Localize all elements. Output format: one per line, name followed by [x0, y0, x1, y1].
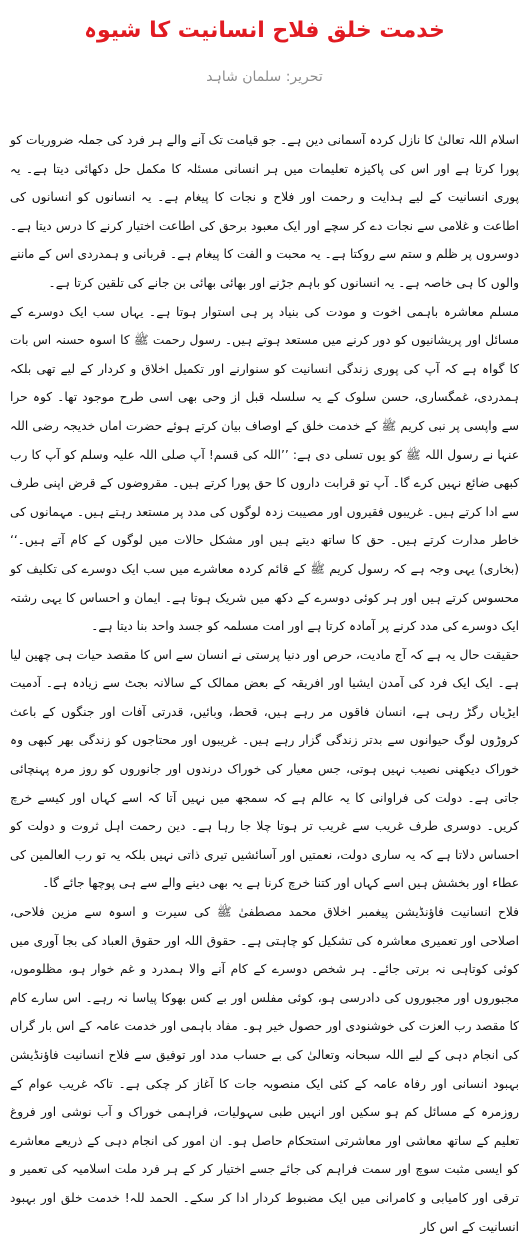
article-paragraph: فلاح انسانیت فاؤنڈیشن پیغمبر اخلاق محمد مصطفیٰ ﷺ کی سیرت و اسوہ سے مزین فلاحی، اصلاحی اور تعمیری معاشرہ کی تشکیل کو چاہتی ہے۔ حقوق اللہ اور حقوق العباد کی بجا آوری میں کوئی کوتاہی نہ برتی جائے۔ ہر شخص دوسرے کے کام آنے والا ہمدرد و غم خوار ہو، مظلوموں، مجبوروں اور مجبوروں کی دادرسی ہو، کوئی مفلس اور بے کس بھوکا پیاسا نہ رہے۔ اس سارے کام کا مقصد رب العزت کی خوشنودی اور حصول خیر ہو۔ مفاد باہمی اور خدمت عامہ کے اس بار گراں کی انجام دہی کے لیے اللہ سبحانہ وتعالیٰ کی بے حساب مدد اور توفیق سے فلاح انسانیت فاؤنڈیشن بہبود انسانی اور رفاہ عامہ کے کئی ایک منصوبہ جات کا آغاز کر چکی ہے۔ تاکہ غریب عوام کے روزمرہ کے مسائل کم ہو سکیں اور انہیں طبی سہولیات، فراہمی خوراک و آب نوشی اور فروغ تعلیم کے ساتھ معاشی اور معاشرتی استحکام حاصل ہو۔ ان امور کی انجام دہی کے ذریعے معاشرے کو ایسی مثبت سوچ اور سمت فراہم کی جائے جسے اختیار کر کے ہر فرد ملت اسلامیہ کی تعمیر و ترقی اور کامیابی و کامرانی میں ایک مضبوط کردار ادا کر سکے۔ الحمد للہ! خدمت خلق اور بہبود انسانیت کے اس کار: [10, 905, 519, 1234]
article-paragraph: اسلام اللہ تعالیٰ کا نازل کردہ آسمانی دین ہے۔ جو قیامت تک آنے والے ہر فرد کی جملہ ضروریات کو پورا کرتا ہے اور اس کی پاکیزہ تعلیمات میں ہر انسانی مسئلہ کا مکمل حل دکھائی دیتا ہے۔ یہ پوری انسانیت کے لیے ہدایت و رحمت اور فلاح و نجات کا پیغام ہے۔ یہ انسانوں کو انسانوں کی اطاعت و غلامی سے نجات دے کر سچے اور ایک معبود برحق کی اطاعت اختیار کرنے کا درس دیتا ہے۔ دوسروں پر ظلم و ستم سے روکتا ہے۔ یہ محبت و الفت کا پیغام ہے۔ قربانی و ہمدردی اس کے ماننے والوں کا ہی خاصہ ہے۔ یہ انسانوں کو باہم جڑنے اور بھائی بھائی بن جانے کی تلقین کرتا ہے۔: [10, 133, 519, 290]
article-byline: تحریر: سلمان شاہد: [206, 69, 323, 85]
article-paragraph: مسلم معاشرہ باہمی اخوت و مودت کی بنیاد پر ہی استوار ہوتا ہے۔ یہاں سب ایک دوسرے کے مسائل اور پریشانیوں کو دور کرنے میں مستعد ہوتے ہیں۔ رسول رحمت ﷺ کا اسوہ حسنہ اس بات کا گواہ ہے کہ آپ کی پوری زندگی انسانیت کو سنوارنے اور تکمیل اخلاق و کردار کے لیے تھی بلکہ ہمدردی، غمگساری، حسن سلوک کے یہ سلسلہ قبل از وحی بھی اسی طرح موجود تھا۔ کوہ حرا سے واپسی پر نبی کریم ﷺ کے خدمت خلق کے اوصاف بیان کرتے ہوئے حضرت اماں خدیجہ رضی اللہ عنہا نے رسول اللہ ﷺ کو یوں تسلی دی ہے: ’’اللہ کی قسم! آپ صلی اللہ علیہ وسلم کو آپ کا رب کبھی ضائع نہیں کرے گا۔ آپ تو قرابت داروں کا حق پورا کرتے ہیں۔ مقروضوں کے قرض اپنی طرف سے ادا کرتے ہیں۔ غریبوں فقیروں اور مصیبت زدہ لوگوں کی مدد پر مستعد رہتے ہیں۔ مہمانوں کی خاطر مدارت کرتے ہیں۔ حق کا ساتھ دیتے ہیں اور مشکل حالات میں لوگوں کے کام آتے ہیں۔‘‘ (بخاری) یہی وجہ ہے کہ رسول کریم ﷺ کے قائم کردہ معاشرے میں سب ایک دوسرے کی تکلیف کو محسوس کرتے ہیں اور ہر کوئی دوسرے کے دکھ میں شریک ہوتا ہے۔ ایمان و احساس کا یہی رشتہ ایک دوسرے کی مدد کرنے پر آمادہ کرتا ہے اور امت مسلمہ کو جسد واحد بنا دیتا ہے۔: [10, 304, 519, 634]
article-title: خدمت خلق فلاح انسانیت کا شیوہ: [84, 18, 445, 43]
article-paragraph: حقیقت حال یہ ہے کہ آج مادیت، حرص اور دنیا پرستی نے انسان سے اس کا مقصد حیات ہی چھین لیا ہے۔ ایک ایک فرد کی آمدن ایشیا اور افریقہ کے بعض ممالک کے سالانہ بجٹ سے زیادہ ہے۔ آدمیت ایڑیاں رگڑ رہی ہے، انسان فاقوں مر رہے ہیں، قحط، وبائیں، قدرتی آفات اور جنگوں کے باعث کروڑوں لوگ حیوانوں سے بدتر زندگی گزار رہے ہیں۔ غریبوں اور محتاجوں کو زندگی بھر کبھی وہ خوراک دیکھنی نصیب نہیں ہوتی، جس معیار کی خوراک درندوں اور جانوروں کو روز مرہ پہنچائی جاتی ہے۔ دولت کی فراوانی کا یہ عالم ہے کہ سمجھ میں نہیں آتا کہ اسے کہاں اور کیسے خرچ کریں۔ دوسری طرف غریب سے غریب تر ہوتا چلا جا رہا ہے۔ دین رحمت اہل ثروت و دولت کو احساس دلاتا ہے کہ یہ ساری دولت، نعمتیں اور آسائشیں تیری ذاتی نہیں بلکہ یہ تو رب العالمین کی عطاء اور بخشش ہیں اسے کہاں اور کتنا خرچ کرنا ہے یہ بھی دینے والے سے ہی پوچھا جائے گا۔: [10, 647, 519, 891]
article-body: [10, 126, 519, 1241]
